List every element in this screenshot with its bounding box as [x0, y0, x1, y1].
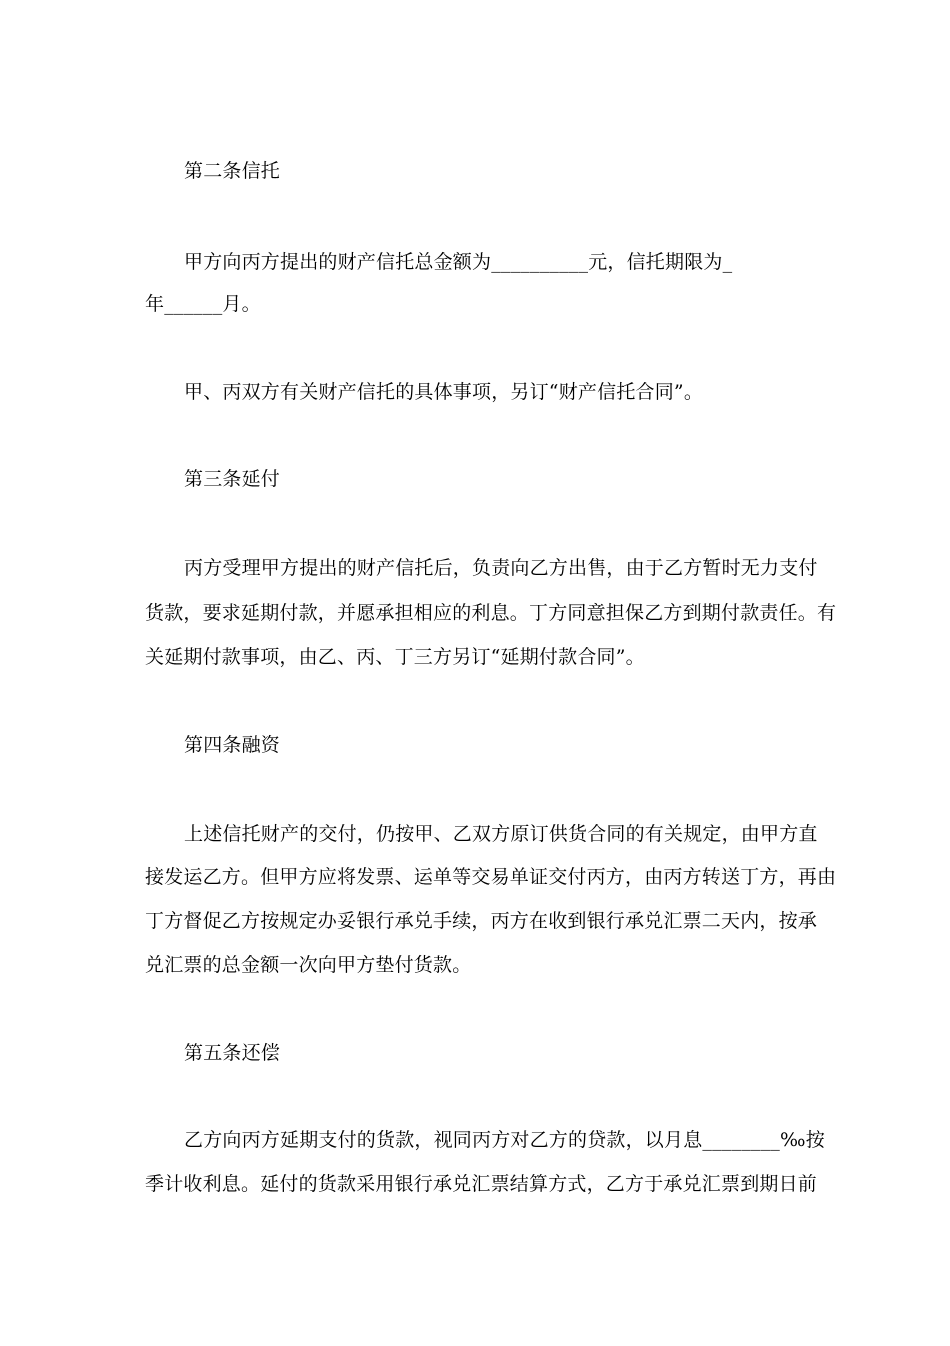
article3-line-1: 丙方受理甲方提出的财产信托后，负责向乙方出售，由于乙方暂时无力支付	[184, 557, 818, 579]
article3-heading: 第三条延付	[184, 468, 281, 490]
article2-heading: 第二条信托	[184, 160, 281, 182]
article5-heading: 第五条还偿	[184, 1042, 281, 1064]
article4-line-2: 接发运乙方。但甲方应将发票、运单等交易单证交付丙方，由丙方转送丁方，再由	[145, 866, 837, 888]
article3-line-3: 关延期付款事项，由乙、丙、丁三方另订“延期付款合同”。	[145, 646, 645, 668]
article2-line-1: 甲方向丙方提出的财产信托总金额为__________元，信托期限为_	[184, 251, 733, 273]
article2-paragraph-2: 甲、丙双方有关财产信托的具体事项，另订“财产信托合同”。	[184, 381, 704, 403]
article5-line-2: 季计收利息。延付的货款采用银行承兑汇票结算方式，乙方于承兑汇票到期日前	[145, 1173, 818, 1195]
article3-line-2: 货款，要求延期付款，并愿承担相应的利息。丁方同意担保乙方到期付款责任。有	[145, 602, 837, 624]
article2-line-2: 年______月。	[145, 293, 261, 315]
article5-line-1: 乙方向丙方延期支付的货款，视同丙方对乙方的贷款，以月息________‰按	[184, 1129, 825, 1151]
article4-heading: 第四条融资	[184, 734, 281, 756]
article4-line-4: 兑汇票的总金额一次向甲方垫付货款。	[145, 954, 472, 976]
article4-line-3: 丁方督促乙方按规定办妥银行承兑手续，丙方在收到银行承兑汇票二天内，按承	[145, 910, 818, 932]
article4-line-1: 上述信托财产的交付，仍按甲、乙双方原订供货合同的有关规定，由甲方直	[184, 823, 818, 845]
